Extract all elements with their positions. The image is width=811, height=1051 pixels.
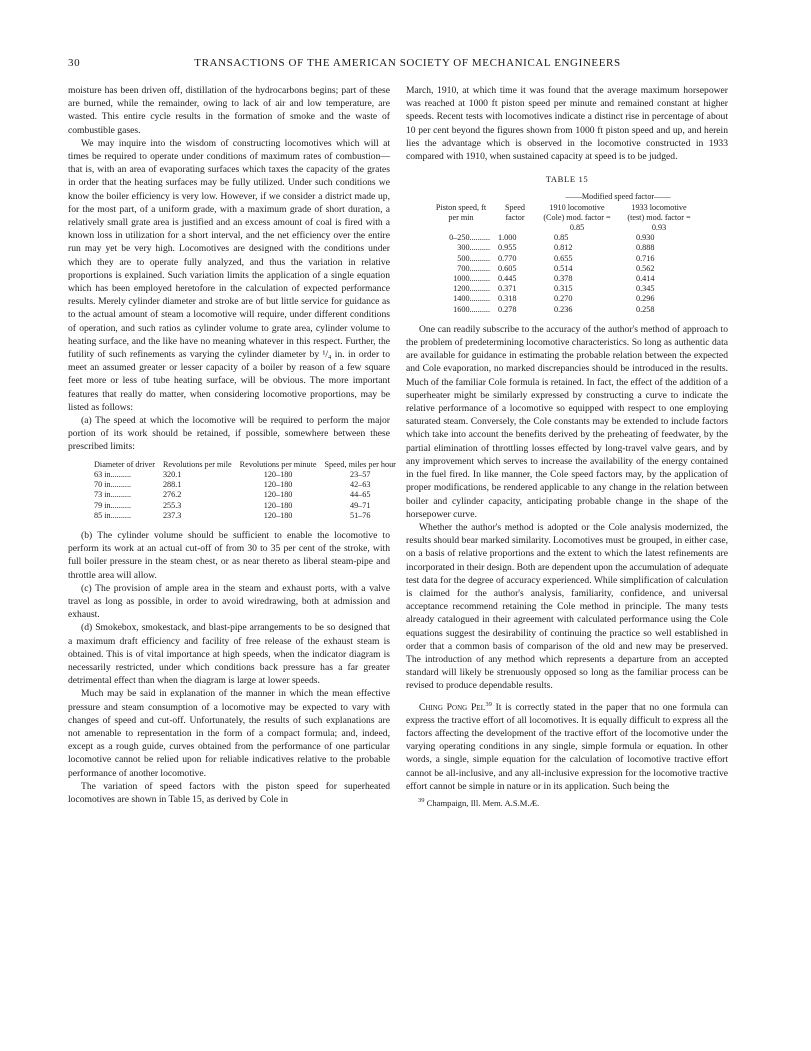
- discussion-paragraph: [406, 701, 728, 793]
- left-paragraph-3: Much may be said in explanation of the manner in which the mean effective pressure and steam consumption of a locomotive may be expected to vary with changes of speed and cut-off. Unfortunately, the results of such explanations are not amenable to representation in the form of a compact formula; and, indeed, except as a rough guide, curves obtained from the performance of one particular locomotive cannot be relied upon for reliable indicatives relative to the probable performance of another locomotive.: [68, 688, 390, 779]
- table-cell: 237.3: [162, 510, 182, 520]
- table-cell: 1400..........: [453, 294, 490, 304]
- table-header: Speed, miles per hour: [324, 459, 396, 469]
- footnote-reference: 39: [485, 700, 492, 708]
- table-row: [428, 233, 700, 243]
- table-15-caption: TABLE 15: [545, 174, 589, 185]
- table-row: [428, 254, 700, 264]
- table-cell: 0.345: [636, 284, 655, 294]
- table-header: Diameter of driver: [94, 459, 155, 469]
- right-paragraph-1: March, 1910, at which time it was found that the average maximum horsepower was reached at 1000 ft piston speed per minute and remained constant at higher speeds. Recent tests with locomotives indicate a distinct rise in percentage of about 10 per cent beyond the figures shown from 1000 ft piston speed and up, and herein lies the advantage which is observed in the locomotive constructed in 1933 compared with 1910, when sustained capacity at speed is to be judged.: [406, 85, 728, 163]
- table-row: [428, 274, 700, 284]
- table-cell: 23–57: [349, 469, 371, 479]
- right-paragraph-2: One can readily subscribe to the accuracy of the author's method of approach to the problem of predetermining locomotive characteristics. So long as authentic data are available for guidance in estimating the probable relation between the expected and Cole evaporation, no marked discrepancies should be introduced in the results. Much of the familiar Cole formula is retained. In fact, the effect of the addition of a superheater might be similarly expressed by constructing a curve to indicate the relative performance of a locomotive so equipped with respect to one employing saturated steam. Conversely, the Cole constants may be extended to include factors which take into account the benefits derived by the preheating of feedwater, by the partial elimination of throttling losses effected by long-travel valve gears, and by any improvement which serves to increase the availability of the energy contained in the fuel fired. In like manner, the Cole speed factors may, by the application of proper modifications, be rendered applicable to any change in the relation between boiler and cylinder capacity, anticipating probable change in the shape of the horsepower curve.: [406, 323, 728, 520]
- table-header: 1910 locomotive (Cole) mod. factor =: [543, 202, 611, 222]
- table-cell: 255.3: [162, 500, 182, 510]
- table-cell: 51–76: [349, 510, 371, 520]
- table-cell: 0–250..........: [449, 233, 490, 243]
- table-cell: 300..........: [457, 243, 490, 253]
- table-header: Revolutions per mile: [162, 459, 232, 469]
- left-column: [68, 84, 396, 806]
- table-15: [428, 192, 700, 314]
- table-row: [428, 294, 700, 304]
- discussion-text: It is correctly stated in the paper that no one formula can express the tractive effort of all locomotives. It is equally difficult to express all the factors affecting the development of the tractive effort of the locomotive under the varying operating conditions in any single, simple formula or equation. In other words, a single, simple equation for the calculation of locomotive tractive effort cannot be all-inclusive, and any all-inclusive expression for the locomotive tractive effort cannot be simple in nature or in its application. Such being the: [406, 701, 728, 792]
- table-cell: 70 in..........: [94, 480, 132, 490]
- table-cell: 1.000: [498, 233, 517, 243]
- table-cell: 0.955: [498, 243, 517, 253]
- table-cell: 700..........: [457, 263, 490, 273]
- discussant-name: Ching Pong Pei.: [419, 701, 486, 713]
- table-cell: 320.1: [162, 469, 182, 479]
- table-row: [428, 284, 700, 294]
- table-cell: 0.716: [636, 253, 655, 263]
- right-paragraph-3: Whether the author's method is adopted or the Cole analysis modernized, the results should bear marked similarity. Locomotives must be grouped, in either case, on a basis of relative proportions and the extent to which the latest refinements are incorporated in their design. Both are dependent upon the accumulation of adequate test data for the degree of accuracy experienced. While simplification of calculation is claimed for the author's analysis, familiarity, confidence, and universal acceptance recommend retaining the Cole method in principle. The many tests already catalogued in their agreement with calculated performance using the Cole equations suggest the desirability of continuing the practice so well established in order that a common basis of comparison of the old and new may be preserved. The introduction of any method which represents a departure from an accepted standard will likely be strenuously opposed so long as the familiar process can be revised to produce dependable results.: [406, 521, 728, 692]
- table-cell: 0.378: [554, 274, 573, 284]
- table-cell: 0.85: [554, 233, 569, 243]
- table-cell: 0.270: [554, 294, 573, 304]
- running-header: [68, 57, 747, 73]
- footnote-text: Champaign, Ill. Mem. A.S.M.Æ.: [426, 797, 540, 808]
- table-cell: 0.445: [498, 274, 517, 284]
- driver-speed-table: [90, 460, 400, 521]
- table-cell: 73 in..........: [94, 490, 132, 500]
- table-row: [90, 470, 400, 480]
- table-cell: 0.371: [498, 284, 517, 294]
- table-row: [90, 480, 400, 490]
- left-paragraph-1: moisture has been driven off, distillation of the hydrocarbons begins; part of these are burned, while the remainder, owing to lack of air and low temperature, are wasted. This entire cycle results in the formation of smoke and the waste of combustible gases.: [68, 85, 390, 136]
- table-cell: 0.414: [636, 274, 655, 284]
- table-cell: 120–180: [263, 510, 293, 520]
- table-cell: 44–65: [349, 490, 371, 500]
- table-cell: 0.812: [554, 243, 573, 253]
- table-header: Piston speed, ft per min: [435, 202, 487, 222]
- table-group-header: ——Modified speed factor——: [565, 192, 671, 202]
- table-cell: 0.888: [636, 243, 655, 253]
- table-cell: 0.236: [554, 304, 573, 314]
- table-cell: 1200..........: [453, 284, 490, 294]
- left-paragraph-2: We may inquire into the wisdom of constructing locomotives which will at times be required to operate under conditions of maximum rates of combustion—that is, with an area of evaporating surfaces which taxes the capacity of the grates in order that the heating surfaces may be fully utilized. Under such conditions we know the boiler efficiency is very low. However, if we consider a district made up, for the most part, of a uniform grade, with a maximum grade of short duration, a relatively small grate area is justified and an excess amount of coal is fired with a known loss in utilization for a short interval, and the net efficiency over the entire run may yet be very high. Locomotives are designed with the conditions under which they are to operate fully analyzed, and thus the variation in relative proportions is explained. Such variation limits the application of a single equation which has been employed heretofore in the calculation of expected performance results. Merely cylinder diameter and stroke are of but little service for guidance as to the actual amount of steam a locomotive will require, under different conditions of operation, and such ratios as cylinder volume to grate area, cylinder volume to heating surface, and the like have no meaning whatever in this respect. Further, the futility of such refinements as varying the cylinder diameter by ¹/₄ in. in order to meet an assumed greater or lesser capacity of a boiler by reason of a few square feet more or less of tube heating surface, will be obvious. The more important features that really do matter, when considering locomotive proportions, may be listed as follows:: [68, 137, 390, 413]
- table-cell: 42–63: [349, 480, 371, 490]
- table-cell: 120–180: [263, 490, 293, 500]
- footnote: [406, 797, 728, 810]
- table-cell: 0.93: [651, 223, 667, 233]
- table-cell: 0.605: [498, 263, 517, 273]
- table-header: Revolutions per minute: [239, 459, 317, 469]
- running-title: TRANSACTIONS OF THE AMERICAN SOCIETY OF MECHANICAL ENGINEERS: [194, 57, 621, 69]
- table-cell: 0.278: [498, 304, 517, 314]
- table-header: Speed factor: [504, 202, 525, 222]
- table-cell: 0.514: [554, 263, 573, 273]
- table-cell: 0.562: [636, 263, 655, 273]
- right-column: [406, 84, 728, 810]
- table-cell: 85 in..........: [94, 510, 132, 520]
- table-header: 1933 locomotive (test) mod. factor =: [627, 202, 691, 222]
- left-paragraph-4: The variation of speed factors with the piston speed for superheated locomotives are shown in Table 15, as derived by Cole in: [68, 780, 390, 805]
- footnote-number: 39: [418, 797, 425, 805]
- table-cell: 49–71: [349, 500, 371, 510]
- table-row: [90, 490, 400, 500]
- table-row: [428, 243, 700, 253]
- table-cell: 79 in..........: [94, 500, 132, 510]
- table-row: [428, 305, 700, 315]
- table-cell: 288.1: [162, 480, 182, 490]
- table-cell: 0.315: [554, 284, 573, 294]
- table-cell: 120–180: [263, 469, 293, 479]
- table-cell: 120–180: [263, 500, 293, 510]
- item-c-paragraph: (c) The provision of ample area in the steam and exhaust ports, with a valve travel as long as possible, in order to avoid wiredrawing, both at admission and exhaust.: [68, 582, 390, 621]
- table-cell: 0.930: [636, 233, 655, 243]
- table-cell: 500..........: [457, 253, 490, 263]
- table-cell: 1600..........: [453, 304, 490, 314]
- table-cell: 63 in..........: [94, 469, 132, 479]
- table-row: [90, 501, 400, 511]
- item-b-paragraph: (b) The cylinder volume should be sufficient to enable the locomotive to perform its work at an actual cut-off of from 30 to 35 per cent of the stroke, with full boiler pressure in the steam chest, or as near thereto as liberal steam-pipe and throttle area will allow.: [68, 529, 390, 581]
- table-cell: 0.318: [498, 294, 517, 304]
- table-cell: 0.770: [498, 253, 517, 263]
- table-row: [90, 511, 400, 521]
- table-cell: 0.655: [554, 253, 573, 263]
- item-a-paragraph: (a) The speed at which the locomotive will be required to perform the major portion of its work should be retained, if possible, somewhere between these prescribed limits:: [68, 415, 390, 453]
- table-cell: 1000..........: [453, 274, 490, 284]
- table-cell: 276.2: [162, 490, 182, 500]
- item-d-paragraph: (d) Smokebox, smokestack, and blast-pipe arrangements to be so designed that a maximum draft efficiency and facility of free release of the exhaust steam is obtained. This is of vital importance at high speeds, when the indicator diagram is necessarily restricted, under which conditions back pressure has a far greater detrimental effect than when the diagram is large at lower speeds.: [68, 622, 390, 687]
- table-cell: 0.258: [636, 304, 655, 314]
- table-cell: 0.296: [636, 294, 655, 304]
- table-cell: 120–180: [263, 480, 293, 490]
- table-cell: 0.85: [569, 223, 585, 233]
- page-number: 30: [68, 57, 81, 69]
- table-row: [428, 264, 700, 274]
